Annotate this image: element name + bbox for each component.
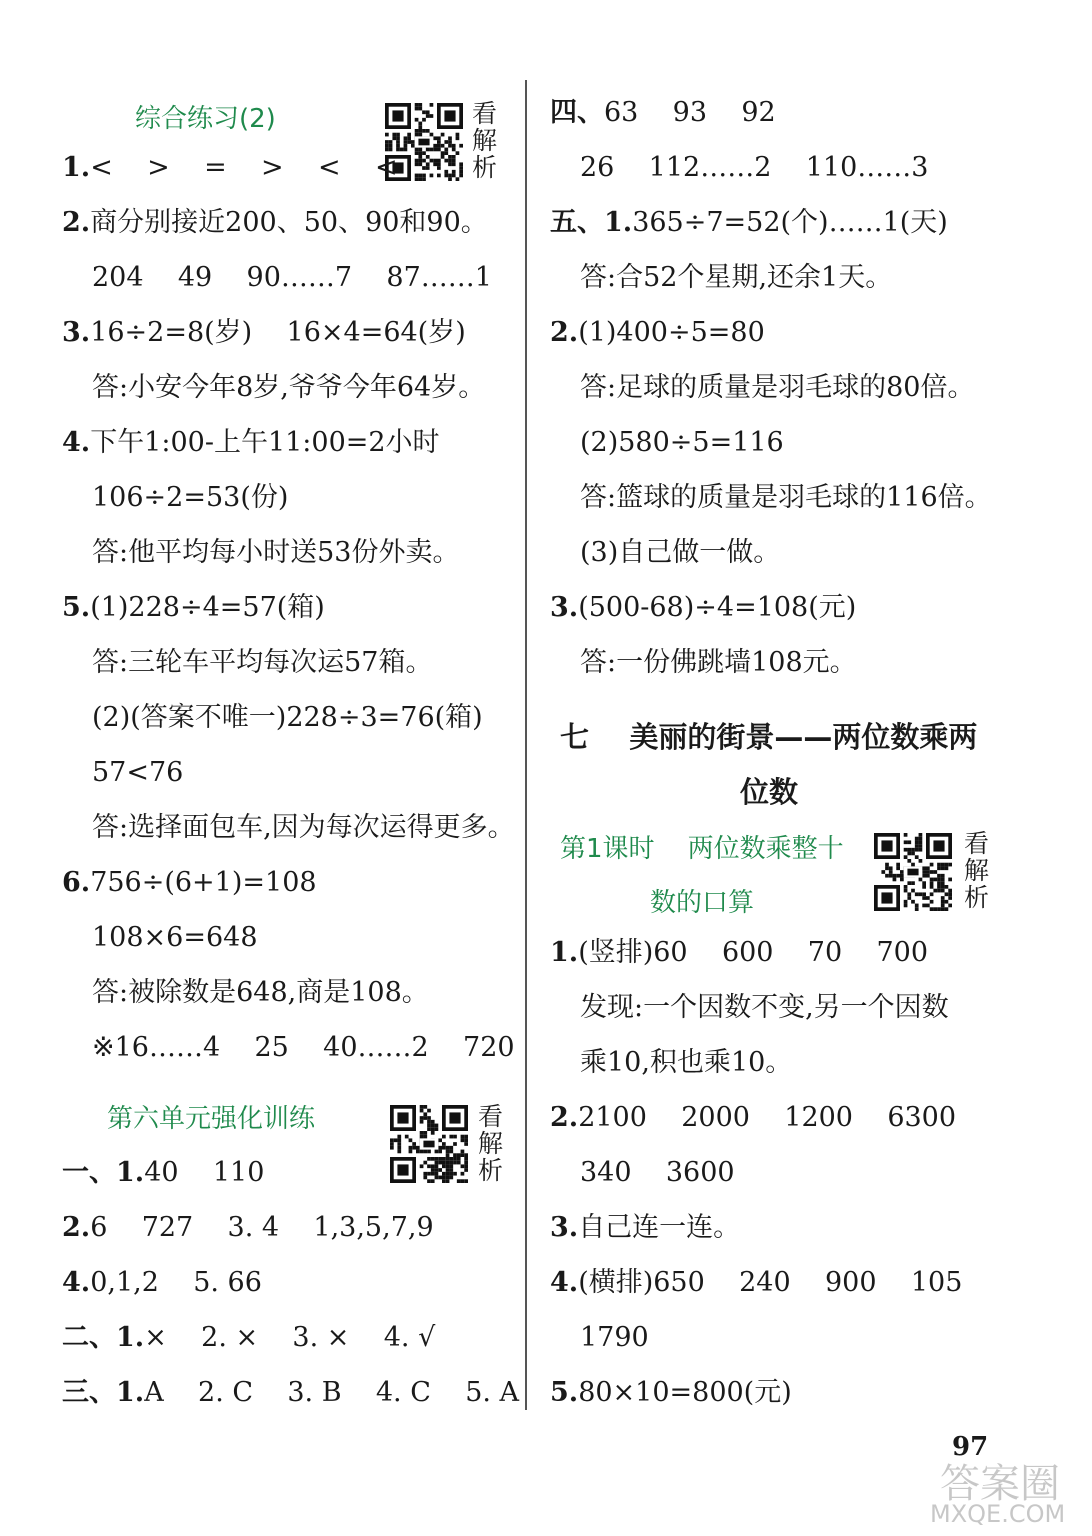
item-number: 4. (62, 427, 91, 458)
answer-line (550, 935, 928, 971)
answer-line (550, 590, 856, 626)
answer-line (92, 480, 288, 516)
item-number: 4. (62, 1267, 91, 1298)
answer-text: < > = > < < (90, 152, 398, 183)
item-number: 四、 (550, 97, 604, 128)
answer-text: 乘10,积也乘10。 (580, 1047, 793, 1078)
item-number: 3. (550, 1212, 579, 1243)
item-number: 一、1. (62, 1157, 145, 1188)
qr-code-icon[interactable] (874, 833, 952, 911)
answer-text: 108×6=648 (92, 922, 258, 953)
answer-line (62, 205, 488, 241)
answer-line (580, 1155, 735, 1191)
item-number: 2. (62, 1212, 91, 1243)
answer-text: 答:选择面包车,因为每次运得更多。 (92, 812, 515, 843)
answer-line (550, 205, 948, 241)
see-analysis-label: 看 解 析 (478, 1102, 504, 1185)
answer-line (92, 755, 183, 791)
watermark-url: MXQE.COM (930, 1500, 1066, 1528)
answer-line (550, 315, 765, 351)
see-analysis-label: 看 解 析 (964, 829, 990, 912)
answer-line (580, 645, 857, 681)
item-number: 三、1. (62, 1377, 145, 1408)
answer-line (550, 95, 776, 131)
answer-text: 340 3600 (580, 1157, 735, 1188)
section-title-comprehensive-2: 综合练习(2) (135, 104, 276, 134)
answer-line (550, 1210, 740, 1246)
answer-line (580, 150, 928, 186)
qr-code-icon[interactable] (390, 1105, 468, 1183)
answer-text: 80×10=800(元) (578, 1377, 792, 1408)
answer-text: A 2. C 3. B 4. C 5. A (144, 1377, 520, 1408)
answer-text: × 2. × 3. × 4. √ (144, 1322, 436, 1353)
answer-text: 商分别接近200、50、90和90。 (90, 207, 488, 238)
answer-line (92, 920, 258, 956)
left-column (0, 0, 520, 1536)
answer-text: 答:篮球的质量是羽毛球的116倍。 (580, 482, 992, 513)
answer-text: (2)580÷5=116 (580, 427, 784, 458)
answer-text: 答:三轮车平均每次运57箱。 (92, 647, 433, 678)
answer-text: (横排)650 240 900 105 (578, 1267, 963, 1298)
answer-line (580, 990, 949, 1026)
answer-line (62, 590, 325, 626)
answer-line (92, 700, 483, 736)
answer-line (62, 315, 466, 351)
answer-text: 发现:一个因数不变,另一个因数 (580, 992, 949, 1023)
lesson-title-line2: 数的口算 (650, 888, 755, 918)
item-number: 二、1. (62, 1322, 145, 1353)
answer-line (92, 810, 515, 846)
chapter-title-line1: 七 美丽的街景——两位数乘两 (560, 720, 978, 754)
answer-text: (2)(答案不唯一)228÷3=76(箱) (92, 702, 483, 733)
answer-line (92, 370, 485, 406)
item-number: 2. (550, 317, 579, 348)
item-number: 3. (550, 592, 579, 623)
answer-text: 365÷7=52(个)……1(天) (632, 207, 948, 238)
item-number: 3. (62, 317, 91, 348)
answer-text: 1790 (580, 1322, 649, 1353)
column-divider (525, 80, 527, 1410)
item-number: 4. (550, 1267, 579, 1298)
answer-line (550, 1265, 962, 1301)
answer-text: 答:他平均每小时送53份外卖。 (92, 537, 460, 568)
answer-line (550, 1100, 956, 1136)
answer-text: 2100 2000 1200 6300 (578, 1102, 957, 1133)
answer-text: (1)228÷4=57(箱) (90, 592, 325, 623)
answer-line (92, 535, 459, 571)
see-analysis-label: 看 解 析 (472, 99, 498, 182)
answer-line (62, 1320, 435, 1356)
answer-line (580, 370, 974, 406)
answer-line (580, 1320, 649, 1356)
answer-line (62, 865, 317, 901)
answer-text: 204 49 90……7 87……1 (92, 262, 492, 293)
item-number: 2. (550, 1102, 579, 1133)
answer-text: (500-68)÷4=108(元) (578, 592, 857, 623)
answer-line (62, 1155, 264, 1191)
answer-line (580, 425, 784, 461)
answer-text: 答:一份佛跳墙108元。 (580, 647, 857, 678)
answer-line (92, 1030, 515, 1066)
answer-line (550, 1375, 792, 1411)
answer-line (580, 535, 780, 571)
answer-text: (3)自己做一做。 (580, 537, 781, 568)
item-number: 2. (62, 207, 91, 238)
answer-text: 自己连一连。 (578, 1212, 741, 1243)
answer-text: 答:小安今年8岁,爷爷今年64岁。 (92, 372, 486, 403)
answer-line (92, 975, 429, 1011)
answer-line (580, 480, 992, 516)
page-number: 97 (952, 1432, 989, 1462)
answer-line (62, 150, 398, 186)
answer-text: 6 727 3. 4 1,3,5,7,9 (90, 1212, 434, 1243)
answer-text: 756÷(6+1)=108 (90, 867, 317, 898)
answer-line (92, 260, 492, 296)
lesson-title-line1: 第1课时 两位数乘整十 (560, 834, 844, 864)
item-number: 1. (62, 152, 91, 183)
right-column (532, 0, 1092, 1536)
answer-text: 答:被除数是648,商是108。 (92, 977, 429, 1008)
section-title-unit6-training: 第六单元强化训练 (107, 1104, 316, 1134)
answer-text: 答:足球的质量是羽毛球的80倍。 (580, 372, 975, 403)
item-number: 6. (62, 867, 91, 898)
item-number: 5. (62, 592, 91, 623)
answer-line (62, 1265, 262, 1301)
item-number: 5. (550, 1377, 579, 1408)
answer-line (62, 425, 440, 461)
answer-line (62, 1375, 519, 1411)
answer-text: 26 112……2 110……3 (580, 152, 929, 183)
answer-text: 57<76 (92, 757, 184, 788)
answer-text: 106÷2=53(份) (92, 482, 289, 513)
answer-text: 0,1,2 5. 66 (90, 1267, 262, 1298)
answer-text: 63 93 92 (604, 97, 776, 128)
answer-line (580, 1045, 792, 1081)
item-number: 五、1. (550, 207, 633, 238)
answer-text: 答:合52个星期,还余1天。 (580, 262, 893, 293)
chapter-title-line2: 位数 (740, 775, 799, 809)
answer-text: ※16……4 25 40……2 720 (92, 1032, 515, 1063)
answer-text: 16÷2=8(岁) 16×4=64(岁) (90, 317, 466, 348)
answer-text: 下午1:00-上午11:00=2小时 (90, 427, 440, 458)
answer-text: (1)400÷5=80 (578, 317, 765, 348)
answer-line (92, 645, 432, 681)
answer-line (580, 260, 892, 296)
watermark-logo: 答案圈 (940, 1461, 1060, 1507)
answer-line (62, 1210, 434, 1246)
answer-text: 40 110 (144, 1157, 265, 1188)
answer-text: (竖排)60 600 70 700 (578, 937, 929, 968)
item-number: 1. (550, 937, 579, 968)
